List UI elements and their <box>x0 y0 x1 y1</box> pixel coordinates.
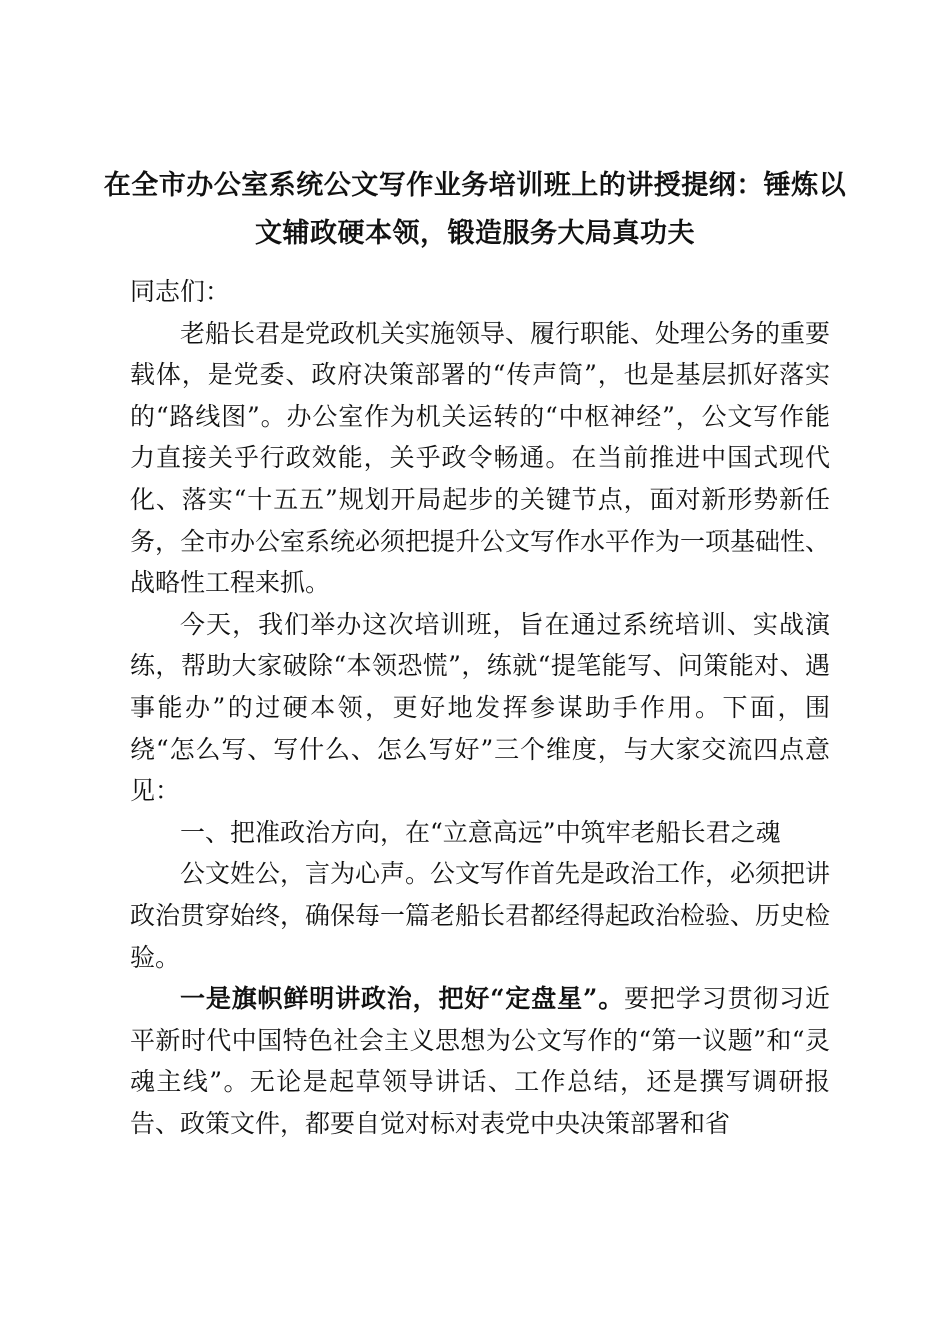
document-title <box>100 162 850 258</box>
point-1-lead: 一是旗帜鲜明讲政治，把好“定盘星”。 <box>180 984 625 1014</box>
paragraph-intro: 老船长君是党政机关实施领导、履行职能、处理公务的重要载体，是党委、政府决策部署的“传声筒”，也是基层抓好落实的“路线图”。办公室作为机关运转的“中枢神经”，公文写作能力直接关乎行政效能，关乎政令畅通。在当前推进中国式现代化、落实“十五五”规划开局起步的关键节点，面对新形势新任务，全市办公室系统必须把提升公文写作水平作为一项基础性、战略性工程来抓。 <box>130 318 831 598</box>
title-line-1: 在全市办公室系统公文写作业务培训班上的讲授提纲：锤炼以 <box>103 170 847 201</box>
paragraph-section-1-intro: 公文姓公，言为心声。公文写作首先是政治工作，必须把讲政治贯穿始终，确保每一篇老船长君都经得起政治检验、历史检验。 <box>130 859 831 972</box>
paragraph-purpose: 今天，我们举办这次培训班，旨在通过系统培训、实战演练，帮助大家破除“本领恐慌”，练就“提笔能写、问策能对、遇事能办”的过硬本领，更好地发挥参谋助手作用。下面，围绕“怎么写、写什么、怎么写好”三个维度，与大家交流四点意见： <box>130 609 830 806</box>
salutation: 同志们： <box>130 277 231 306</box>
section-heading-1: 一、把准政治方向，在“立意高远”中筑牢老船长君之魂 <box>180 817 781 847</box>
point-1-text: 要把学习贯彻习近平新时代中国特色社会主义思想为公文写作的“第一议题”和“灵魂主线”。无论是起草领导讲话、工作总结，还是撰写调研报告、政策文件，都要自觉对标对表党中央决策部署和省 <box>130 984 830 1138</box>
document-body <box>130 271 830 1144</box>
title-line-2: 文辅政硬本领，锻造服务大局真功夫 <box>255 218 695 249</box>
paragraph-point-1 <box>130 978 830 1144</box>
